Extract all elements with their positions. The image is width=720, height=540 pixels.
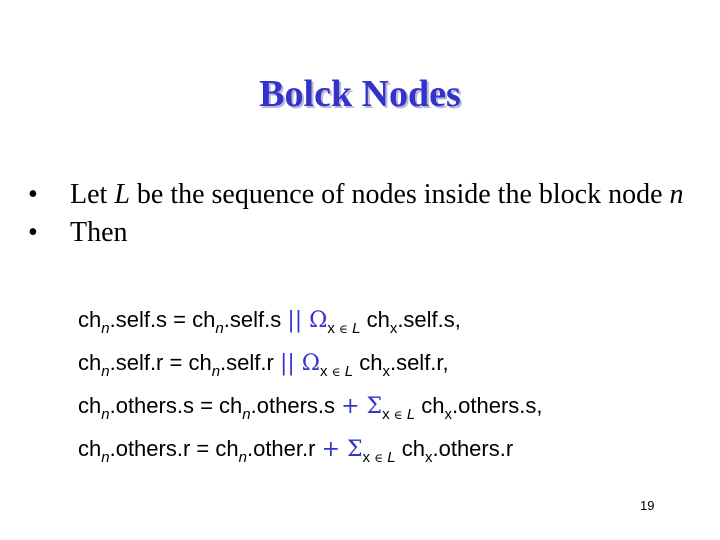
eq-text: .others.s = (109, 393, 220, 418)
eq-operator-subscript (320, 363, 353, 380)
eq-text: ch (353, 350, 383, 375)
element-of-symbol: ∈ (374, 451, 384, 465)
eq-subscript-L: L (344, 363, 354, 380)
eq-text: .other.r (246, 436, 322, 461)
eq-text: .others.r = (109, 436, 216, 461)
element-of-symbol: ∈ (339, 322, 348, 336)
variable-L: L (114, 179, 130, 210)
eq-text: ch (360, 307, 390, 332)
bullet-marker: • (28, 217, 38, 248)
eq-text: ch (78, 350, 102, 375)
eq-subscript-L: L (406, 406, 416, 423)
eq-text: .self.r = (109, 350, 189, 375)
eq-text: .self.s, (397, 307, 461, 332)
equation-line-others-s (78, 386, 708, 429)
eq-subscript-x: x (320, 363, 328, 380)
eq-subscript: n (211, 363, 221, 380)
eq-operator: + Σ (321, 437, 363, 462)
eq-subscript-x: x (362, 449, 371, 466)
eq-text: .self.s (223, 307, 288, 332)
eq-text: ch (395, 436, 425, 461)
equation-block (78, 300, 708, 472)
eq-text: ch (78, 393, 102, 418)
element-of-symbol: ∈ (393, 408, 403, 422)
eq-subscript: x (424, 449, 433, 466)
eq-text: ch (78, 436, 102, 461)
element-of-symbol: ∈ (331, 365, 341, 379)
eq-text: .others.s, (452, 393, 543, 418)
eq-text: ch (415, 393, 445, 418)
eq-text: ch (78, 307, 102, 332)
page-number: 19 (640, 498, 655, 513)
eq-subscript: n (101, 363, 110, 380)
bullet-text: Let (70, 179, 115, 210)
bullet-text: Then (70, 217, 128, 248)
slide-title: Bolck Nodes (259, 73, 461, 115)
eq-subscript: n (101, 406, 110, 423)
eq-subscript-L: L (352, 320, 361, 337)
eq-subscript: n (242, 406, 251, 423)
eq-text: ch (188, 350, 212, 375)
bullet-marker: • (28, 179, 38, 210)
eq-subscript: n (238, 449, 247, 466)
eq-text: ch (215, 436, 239, 461)
eq-operator: + Σ (341, 394, 383, 419)
eq-subscript-x: x (382, 406, 390, 423)
eq-operator-subscript (327, 320, 360, 337)
eq-operator: || Ω (287, 308, 328, 333)
bullet-item-then (28, 214, 698, 252)
eq-text: .others.s (250, 393, 342, 418)
eq-subscript: x (444, 406, 453, 423)
eq-subscript: x (382, 363, 390, 380)
eq-operator-subscript (382, 406, 415, 423)
eq-text: ch (192, 307, 216, 332)
bullet-text: be the sequence of nodes inside the block node (129, 179, 670, 210)
equation-line-self-s (78, 300, 708, 343)
eq-text: .self.r, (389, 350, 449, 375)
eq-subscript-L: L (387, 449, 396, 466)
bullet-list (28, 176, 698, 252)
eq-text: .others.r (432, 436, 514, 461)
eq-text: .self.r (220, 350, 280, 375)
eq-subscript: x (389, 320, 398, 337)
variable-n: n (669, 179, 684, 210)
eq-subscript: n (215, 320, 224, 337)
bullet-item-definition (28, 176, 698, 214)
equation-line-self-r (78, 343, 708, 386)
eq-operator-subscript (363, 449, 396, 466)
eq-text: .self.s = (109, 307, 193, 332)
eq-operator: || Ω (279, 351, 321, 376)
equation-line-others-r (78, 429, 708, 472)
eq-subscript: n (101, 320, 110, 337)
eq-text: ch (219, 393, 243, 418)
eq-subscript: n (101, 449, 110, 466)
eq-subscript-x: x (327, 320, 335, 337)
